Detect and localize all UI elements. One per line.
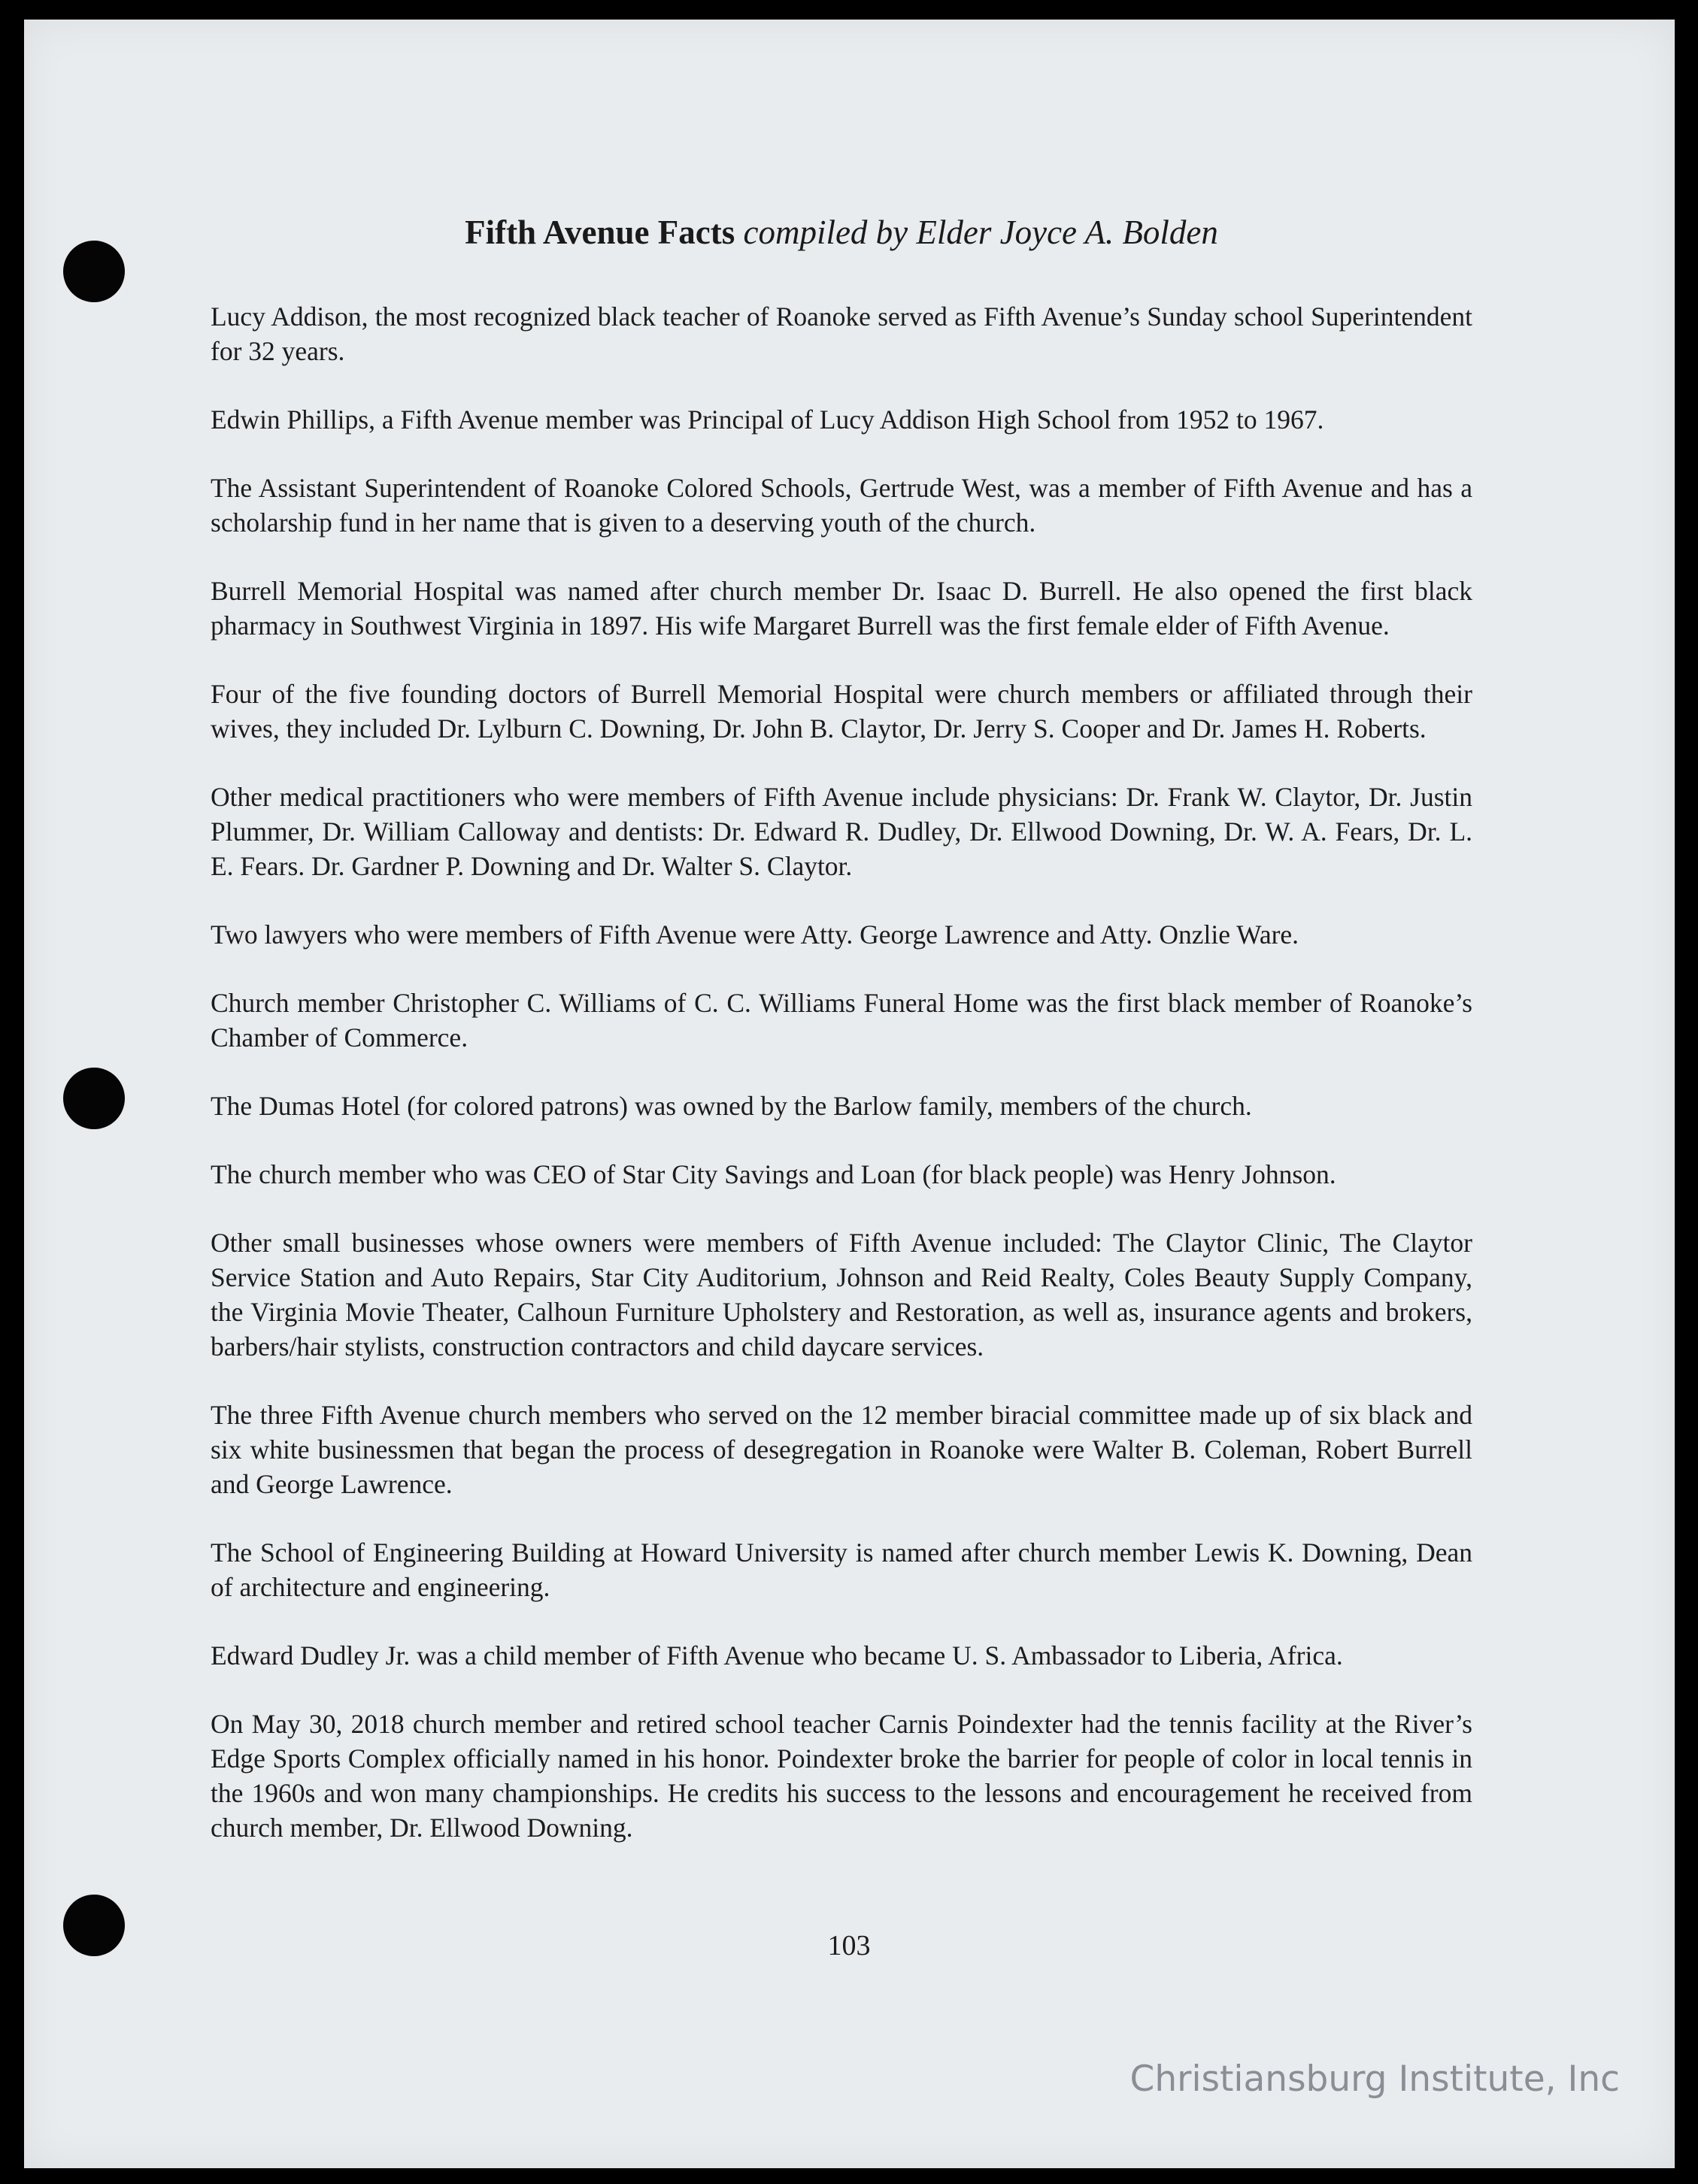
fact-paragraph: The Dumas Hotel (for colored patrons) was owned by the Barlow family, members of the church. (211, 1091, 1252, 1121)
fact-paragraph: Edwin Phillips, a Fifth Avenue member was Principal of Lucy Addison High School from 1952 to 1967. (211, 404, 1324, 435)
facts-list (211, 299, 1472, 1879)
punch-hole-middle (63, 1068, 125, 1129)
fact-paragraph: Four of the five founding doctors of Burrell Memorial Hospital were church members or affiliated through their wives, they included Dr. Lylburn C. Downing, Dr. John B. Claytor, Dr. Jerry S. Cooper and Dr. James H. Roberts. (211, 679, 1472, 744)
fact-paragraph: The Assistant Superintendent of Roanoke Colored Schools, Gertrude West, was a member of Fifth Avenue and has a scholarship fund in her name that is given to a deserving youth of the church. (211, 473, 1472, 538)
fact-paragraph: Edward Dudley Jr. was a child member of Fifth Avenue who became U. S. Ambassador to Liberia, Africa. (211, 1640, 1343, 1671)
fact-paragraph: The three Fifth Avenue church members who served on the 12 member biracial committee made up of six black and six white businessmen that began the process of desegregation in Roanoke were Walter B. Coleman, Robert Burrell and George Lawrence. (211, 1400, 1472, 1499)
fact-paragraph: The School of Engineering Building at Howard University is named after church member Lewis K. Downing, Dean of architecture and engineering. (211, 1537, 1472, 1602)
fact-paragraph: Burrell Memorial Hospital was named after church member Dr. Isaac D. Burrell. He also opened the first black pharmacy in Southwest Virginia in 1897. His wife Margaret Burrell was the first female elder of Fifth Avenue. (211, 576, 1472, 641)
page-title-byline: compiled by Elder Joyce A. Bolden (743, 214, 1218, 251)
fact-paragraph: Other small businesses whose owners were members of Fifth Avenue included: The Claytor Clinic, The Claytor Service Station and Auto Repairs, Star City Auditorium, Johnson and Reid Realty, Coles Beauty Supply Company, the Virginia Movie Theater, Calhoun Furniture Upholstery and Restoration, as well as, insurance agents and brokers, barbers/hair stylists, construction contractors and child daycare services. (211, 1228, 1472, 1362)
watermark: Christiansburg Institute, Inc (1129, 2058, 1620, 2100)
fact-paragraph: On May 30, 2018 church member and retired school teacher Carnis Poindexter had the tennis facility at the River’s Edge Sports Complex officially named in his honor. Poindexter broke the barrier for people of color in local tennis in the 1960s and won many championships. He credits his success to the lessons and encouragement he received from church member, Dr. Ellwood Downing. (211, 1709, 1472, 1843)
fact-paragraph: Lucy Addison, the most recognized black teacher of Roanoke served as Fifth Avenue’s Sunday school Superintendent for 32 years. (211, 301, 1472, 366)
fact-paragraph: Other medical practitioners who were members of Fifth Avenue include physicians: Dr. Frank W. Claytor, Dr. Justin Plummer, Dr. William Calloway and dentists: Dr. Edward R. Dudley, Dr. Ellwood Downing, Dr. W. A. Fears, Dr. L. E. Fears. Dr. Gardner P. Downing and Dr. Walter S. Claytor. (211, 782, 1472, 881)
fact-paragraph: The church member who was CEO of Star City Savings and Loan (for black people) was Henry Johnson. (211, 1159, 1336, 1189)
page-title (211, 212, 1472, 253)
fact-paragraph: Two lawyers who were members of Fifth Avenue were Atty. George Lawrence and Atty. Onzlie Ware. (211, 919, 1299, 950)
page-title-main: Fifth Avenue Facts (465, 214, 735, 251)
page-number: 103 (827, 1930, 871, 1961)
punch-hole-top (63, 241, 125, 302)
fact-paragraph: Church member Christopher C. Williams of C. C. Williams Funeral Home was the first black member of Roanoke’s Chamber of Commerce. (211, 988, 1472, 1053)
